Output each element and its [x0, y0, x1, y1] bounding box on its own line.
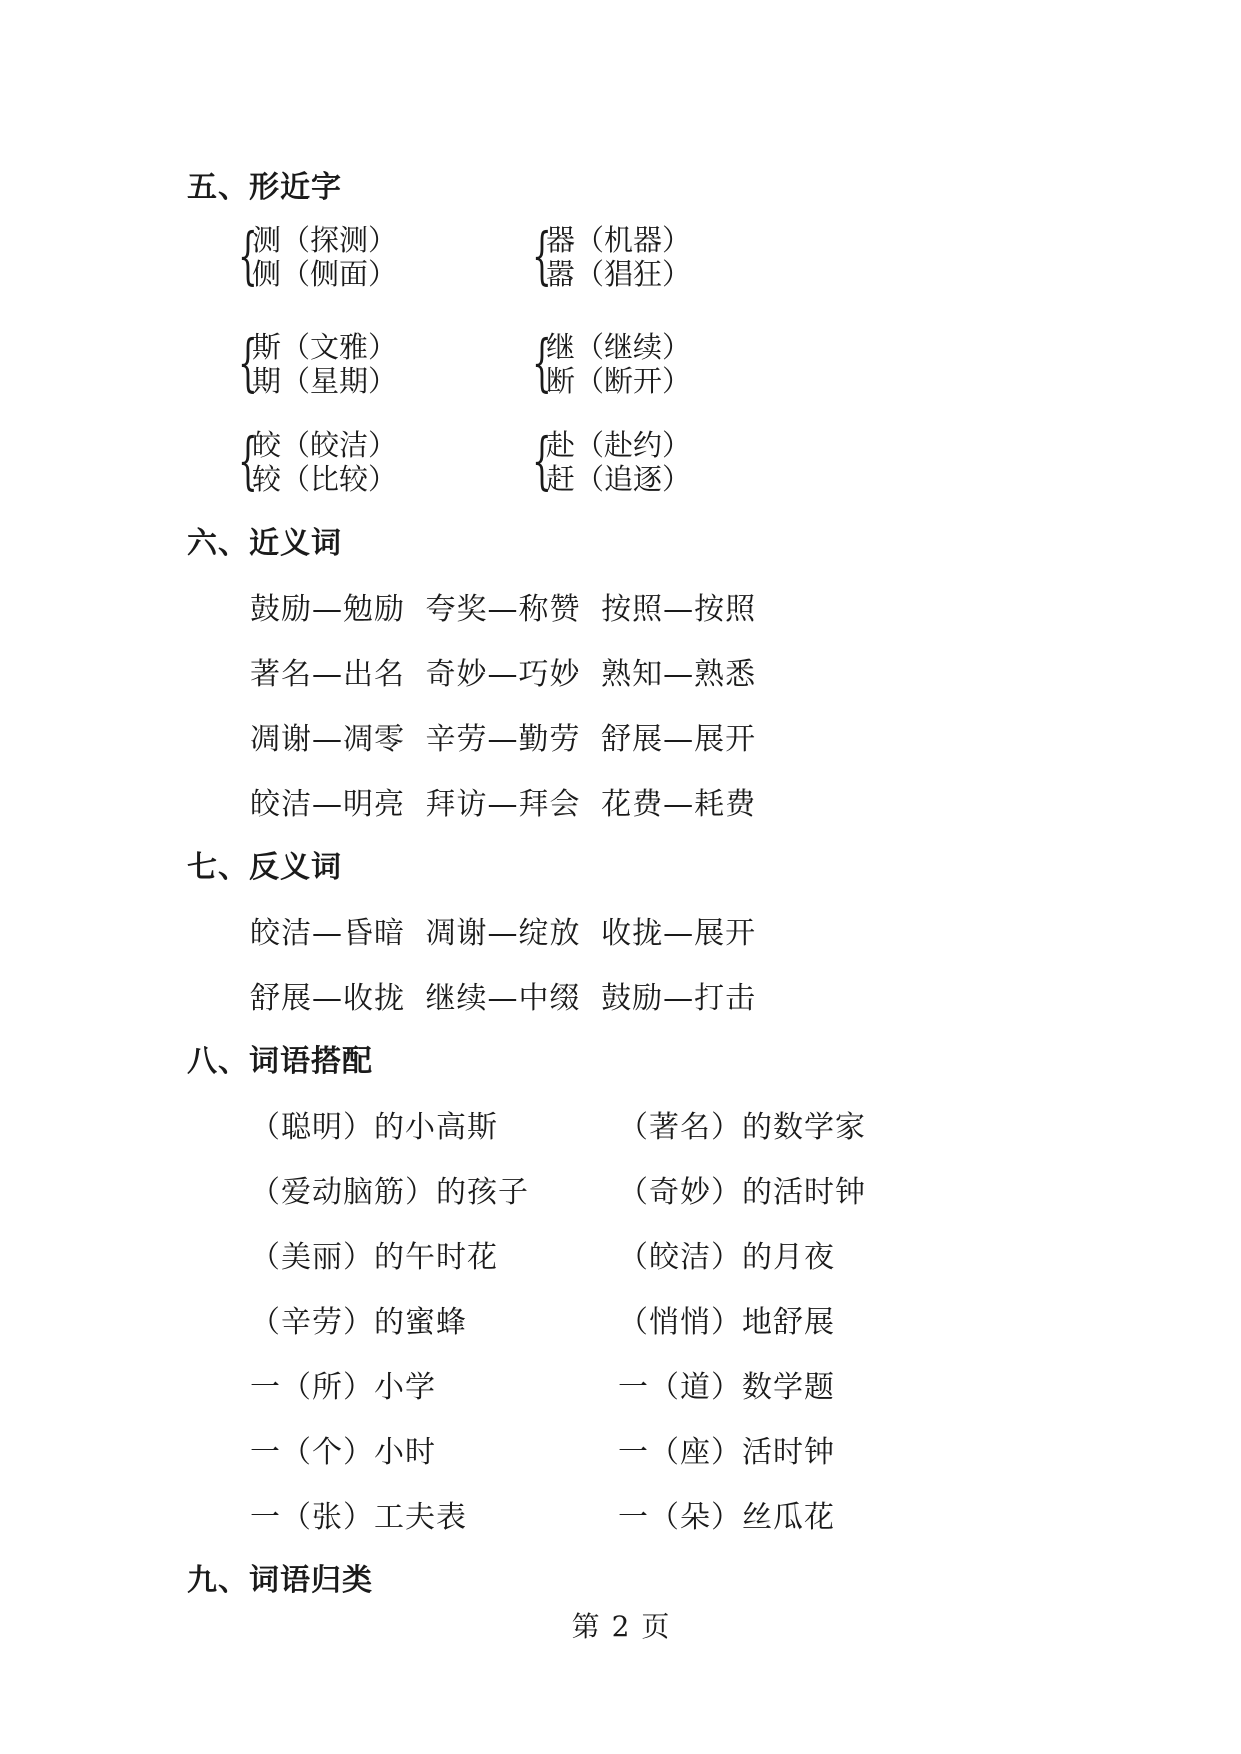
collocation-left: 一（张）工夫表	[250, 1500, 467, 1535]
collocation-left: （美丽）的午时花	[250, 1240, 498, 1275]
section-heading-collocations: 八、词语搭配	[187, 1044, 373, 1079]
brace-glyph: {	[238, 219, 258, 292]
char-pair-second: 嚣（猖狂）	[546, 257, 692, 291]
char-pair-second: 赶（追逐）	[546, 462, 692, 496]
page-number-prefix: 第	[571, 1610, 600, 1643]
collocation-left: （辛劳）的蜜蜂	[250, 1305, 467, 1340]
char-pair-second: 期（星期）	[252, 364, 398, 398]
section-heading-word-classification: 九、词语归类	[187, 1563, 373, 1598]
char-pair-first: 赴（赴约）	[546, 428, 692, 462]
collocation-right: （著名）的数学家	[618, 1110, 866, 1145]
char-pair-second: 侧（侧面）	[252, 257, 398, 291]
collocation-left: （爱动脑筋）的孩子	[250, 1175, 529, 1210]
page-number-suffix: 页	[641, 1610, 670, 1643]
page-number-value: 2	[611, 1610, 630, 1643]
collocation-right: （奇妙）的活时钟	[618, 1175, 866, 1210]
collocation-right: 一（道）数学题	[618, 1370, 835, 1405]
char-pair-second: 断（断开）	[546, 364, 692, 398]
brace-glyph: {	[532, 424, 552, 497]
char-pair-first: 继（继续）	[546, 330, 692, 364]
synonym-row: 皎洁—明亮 拜访—拜会 花费—耗费	[250, 787, 757, 822]
brace-glyph: {	[238, 326, 258, 399]
collocation-left: （聪明）的小高斯	[250, 1110, 498, 1145]
antonym-row: 舒展—收拢 继续—中缀 鼓励—打击	[250, 981, 757, 1016]
section-heading-similar-chars: 五、形近字	[187, 170, 342, 205]
synonym-row: 凋谢—凋零 辛劳—勤劳 舒展—展开	[250, 722, 757, 757]
collocation-left: 一（个）小时	[250, 1435, 436, 1470]
brace-glyph: {	[238, 424, 258, 497]
char-pair-first: 斯（文雅）	[252, 330, 398, 364]
section-heading-synonyms: 六、近义词	[187, 526, 342, 561]
brace-glyph: {	[532, 219, 552, 292]
page-number	[0, 1605, 1241, 1645]
brace-glyph: {	[532, 326, 552, 399]
collocation-right: （皎洁）的月夜	[618, 1240, 835, 1275]
collocation-right: 一（座）活时钟	[618, 1435, 835, 1470]
char-pair-second: 较（比较）	[252, 462, 398, 496]
char-pair-first: 皎（皎洁）	[252, 428, 398, 462]
antonym-row: 皎洁—昏暗 凋谢—绽放 收拢—展开	[250, 916, 757, 951]
char-pair-first: 测（探测）	[252, 223, 398, 257]
collocation-right: （悄悄）地舒展	[618, 1305, 835, 1340]
synonym-row: 鼓励—勉励 夸奖—称赞 按照—按照	[250, 592, 757, 627]
section-heading-antonyms: 七、反义词	[187, 850, 342, 885]
collocation-right: 一（朵）丝瓜花	[618, 1500, 835, 1535]
collocation-left: 一（所）小学	[250, 1370, 436, 1405]
synonym-row: 著名—出名 奇妙—巧妙 熟知—熟悉	[250, 657, 757, 692]
char-pair-first: 器（机器）	[546, 223, 692, 257]
